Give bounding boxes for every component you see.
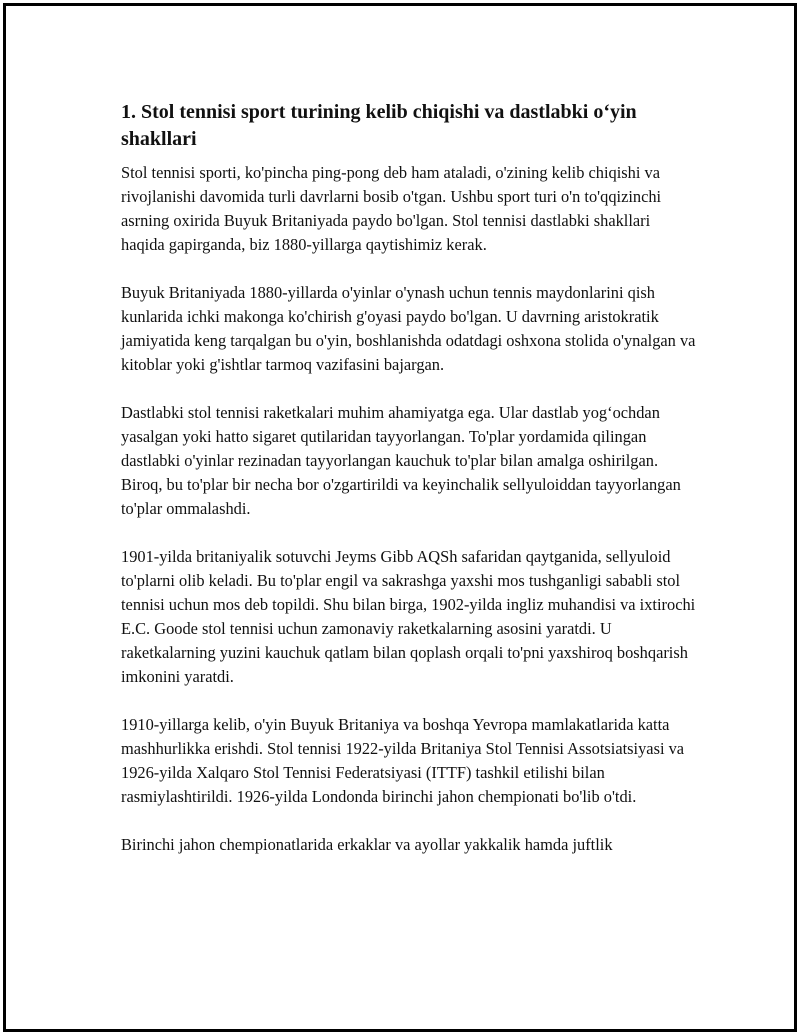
paragraph-5: 1910-yillarga kelib, o'yin Buyuk Britaniya va boshqa Yevropa mamlakatlarida katta mashhurlikka erishdi. Stol tennisi 1922-yilda Britaniya Stol Tennisi Assotsiatsiyasi va 1926-yilda Xalqaro Stol Tennisi Federatsiyasi (ITTF) tashkil etilishi bilan rasmiylashtirildi. 1926-yilda Londonda birinchi jahon chempionati bo'lib o'tdi. — [121, 715, 685, 806]
paragraph-3: Dastlabki stol tennisi raketkalari muhim ahamiyatga ega. Ular dastlab yog‘ochdan yasalgan yoki hatto sigaret qutilaridan tayyorlangan. To'plar yordamida qilingan dastlabki o'yinlar rezinadan tayyorlangan kauchuk to'plar bilan amalga oshirilgan. Biroq, bu to'plar bir necha bor o'zgartirildi va keyinchalik sellyuloiddan tayyorlangan to'plar ommalashdi. — [121, 403, 681, 518]
page-frame — [3, 3, 797, 1032]
paragraph-1: Stol tennisi sporti, ko'pincha ping-pong deb ham ataladi, o'zining kelib chiqishi va rivojlanishi davomida turli davrlarni bosib o'tgan. Ushbu sport turi o'n to'qqizinchi asrning oxirida Buyuk Britaniyada paydo bo'lgan. Stol tennisi dastlabki shakllari haqida gapirganda, biz 1880-yillarga qaytishimiz kerak. — [121, 163, 662, 254]
paragraph-6: Birinchi jahon chempionatlarida erkaklar va ayollar yakkalik hamda juftlik — [121, 835, 613, 854]
document-body — [121, 99, 696, 881]
paragraph-4: 1901-yilda britaniyalik sotuvchi Jeyms Gibb AQSh safaridan qaytganida, sellyuloid to'plarni olib keladi. Bu to'plar engil va sakrashga yaxshi mos tushganligi sababli stol tennisi uchun mos deb topildi. Shu bilan birga, 1902-yilda ingliz muhandisi va ixtirochi E.C. Goode stol tennisi uchun zamonaviy raketkalarning asosini yaratdi. U raketkalarning yuzini kauchuk qatlam bilan qoplash orqali to'pni yaxshiroq boshqarish imkonini yaratdi. — [121, 547, 696, 686]
paragraph-2: Buyuk Britaniyada 1880-yillarda o'yinlar o'ynash uchun tennis maydonlarini qish kunlarida ichki makonga ko'chirish g'oyasi paydo bo'lgan. U davrning aristokratik jamiyatida keng tarqalgan bu o'yin, boshlanishda odatdagi oshxona stolida o'ynalgan va kitoblar yoki g'ishtlar tarmoq vazifasini bajargan. — [121, 283, 696, 374]
section-heading: 1. Stol tennisi sport turining kelib chiqishi va dastlabki o‘yin shakllari — [121, 101, 637, 150]
